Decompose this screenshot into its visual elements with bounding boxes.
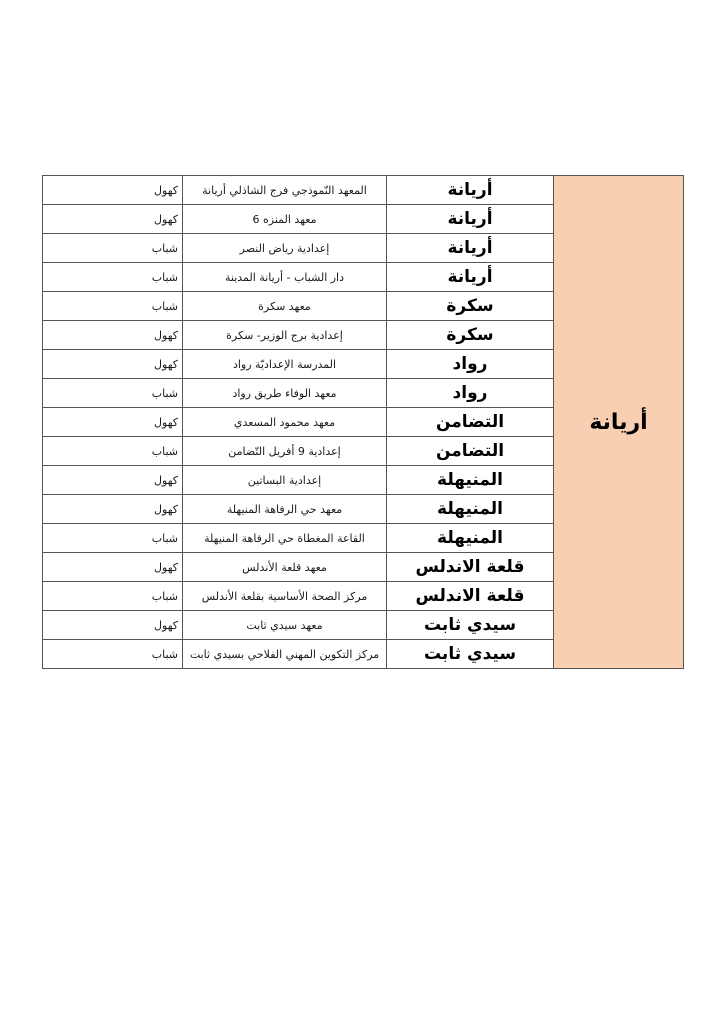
- institution-cell: دار الشباب - أريانة المدينة: [183, 263, 387, 292]
- institution-cell: إعدادية 9 أفريل التّضامن: [183, 437, 387, 466]
- category-cell: كهول: [43, 350, 183, 379]
- institution-cell: معهد قلعة الأندلس: [183, 553, 387, 582]
- table-body: [43, 176, 684, 669]
- category-cell: شباب: [43, 379, 183, 408]
- delegation-cell: أريانة: [387, 234, 554, 263]
- category-cell: شباب: [43, 437, 183, 466]
- category-cell: شباب: [43, 263, 183, 292]
- delegation-cell: قلعة الاندلس: [387, 582, 554, 611]
- institution-cell: معهد المنزه 6: [183, 205, 387, 234]
- institution-cell: المدرسة الإعداديّة رواد: [183, 350, 387, 379]
- institution-cell: إعدادية برج الوزير- سكرة: [183, 321, 387, 350]
- delegation-cell: سيدي ثابت: [387, 611, 554, 640]
- delegation-cell: سكرة: [387, 292, 554, 321]
- delegation-cell: التضامن: [387, 408, 554, 437]
- institution-cell: معهد سكرة: [183, 292, 387, 321]
- institution-cell: المعهد النّموذجي فرج الشاذلي أريانة: [183, 176, 387, 205]
- delegation-cell: رواد: [387, 379, 554, 408]
- category-cell: كهول: [43, 176, 183, 205]
- delegation-cell: أريانة: [387, 176, 554, 205]
- category-cell: كهول: [43, 553, 183, 582]
- category-cell: شباب: [43, 640, 183, 669]
- institution-cell: معهد الوفاء طريق رواد: [183, 379, 387, 408]
- institution-cell: معهد سيدي ثابت: [183, 611, 387, 640]
- category-cell: شباب: [43, 234, 183, 263]
- category-cell: كهول: [43, 408, 183, 437]
- category-cell: كهول: [43, 611, 183, 640]
- governorate-institutions-table: [42, 175, 684, 669]
- delegation-cell: سكرة: [387, 321, 554, 350]
- category-cell: كهول: [43, 205, 183, 234]
- delegation-cell: رواد: [387, 350, 554, 379]
- delegation-cell: سيدي ثابت: [387, 640, 554, 669]
- table-row: [43, 176, 684, 205]
- category-cell: شباب: [43, 292, 183, 321]
- institution-cell: إعدادية رياض النصر: [183, 234, 387, 263]
- delegation-cell: المنيهلة: [387, 524, 554, 553]
- institution-cell: معهد محمود المسعدي: [183, 408, 387, 437]
- category-cell: شباب: [43, 524, 183, 553]
- institution-cell: معهد حي الرفاهة المنيهلة: [183, 495, 387, 524]
- delegation-cell: أريانة: [387, 263, 554, 292]
- category-cell: شباب: [43, 582, 183, 611]
- category-cell: كهول: [43, 495, 183, 524]
- delegation-cell: المنيهلة: [387, 495, 554, 524]
- delegation-cell: أريانة: [387, 205, 554, 234]
- category-cell: كهول: [43, 466, 183, 495]
- category-cell: كهول: [43, 321, 183, 350]
- delegation-cell: التضامن: [387, 437, 554, 466]
- institution-cell: مركز التكوين المهني الفلاحي بسيدي ثابت: [183, 640, 387, 669]
- institution-cell: مركز الصحة الأساسية بقلعة الأندلس: [183, 582, 387, 611]
- delegation-cell: المنيهلة: [387, 466, 554, 495]
- delegation-cell: قلعة الاندلس: [387, 553, 554, 582]
- governorate-cell: أريانة: [554, 176, 684, 669]
- institution-cell: القاعة المغطاة حي الرفاهة المنيهلة: [183, 524, 387, 553]
- institution-cell: إعدادية البساتين: [183, 466, 387, 495]
